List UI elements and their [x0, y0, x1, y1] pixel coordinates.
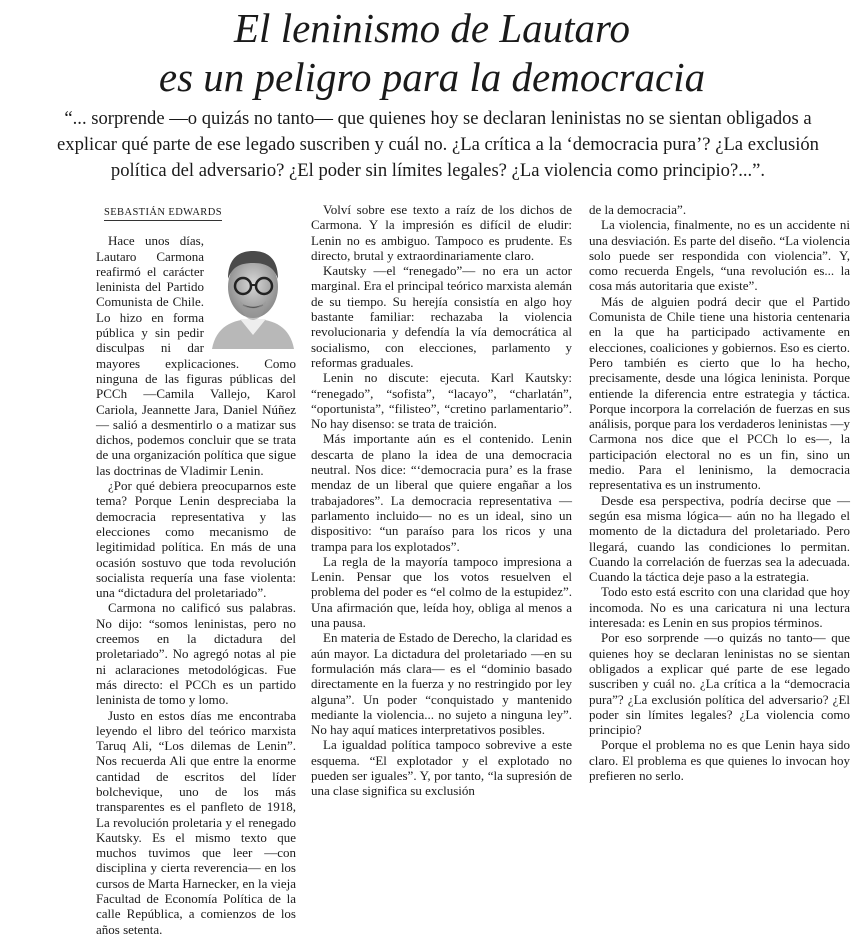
- paragraph: Por eso sorprende —o quizás no tanto— que quienes hoy se declaran leninistas no se sientan obligados a explicar qué parte de ese legado suscriben y cuál no. ¿La crítica a la “democracia pura”? ¿La exclusión política del adversario? ¿El poder sin límites legales? ¿La violencia como principio?: [589, 630, 850, 738]
- paragraph: La regla de la mayoría tampoco impresiona a Lenin. Pensar que los votos resuelven el problema del poder es “el colmo de la estupidez”. Una afirmación que, leída hoy, obliga al menos a una pausa.: [311, 553, 572, 631]
- paragraph: Más de alguien podrá decir que el Partido Comunista de Chile tiene una historia centenaria en la que ha participado activamente en elecciones, coaliciones y gobiernos. Eso es cierto. Pero también es cierto que lo ha hecho, precisamente, desde una lógica leninista. Porque entiende la diferencia entre estrategia y táctica. Porque incorpora la correlación de fuerzas en sus análisis, porque para los verdaderos leninistas —y Carmona nos dice que el PCCh lo es—, la participación electoral no es un fin, sino un medio. Para el leninismo, la democracia representativa es un instrumento.: [589, 293, 851, 493]
- paragraph: Todo esto está escrito con una claridad que hoy incomoda. No es una caricatura ni una lectura interesada: es Lenin en sus propios términos.: [589, 584, 850, 631]
- paragraph: Desde esa perspectiva, podría decirse que —según esa misma lógica— aún no ha llegado el momento de la dictadura del proletariado. Pero llegará, cuando las condiciones lo permitan. Cuando la correlación de fuerzas sea la adecuada. Cuando la táctica deje paso a la estrategia.: [589, 492, 850, 585]
- paragraph: de la democracia”.: [589, 202, 687, 217]
- paragraph: Carmona no calificó sus palabras. No dijo: “somos leninistas, pero no creemos en la dictadura del proletariado”. No agregó notas al pie ni aclaraciones metodológicas. Fue más directo: el PCCh es un partido leninista de tomo y lomo.: [96, 600, 296, 708]
- column-2: [311, 202, 572, 799]
- paragraph: Hace unos días, Lautaro Carmona reafirmó el carácter leninista del Partido Comunista de Chile. Lo hizo en forma pública y sin pedir disculpas ni dar mayores explicaciones. Como ninguna de las figuras públicas del PCCh —Camila Vallejo, Karol Cariola, Jeannette Jara, Daniel Núñez— salió a desmentirlo o a matizar sus dichos, podemos concluir que se trata de una organización política que sigue las doctrinas de Vladimir Lenin.: [96, 233, 296, 478]
- paragraph: Kautsky —el “renegado”— no era un actor marginal. Era el principal teórico marxista alemán de su tiempo. Su herejía consistía en algo hoy bastante familiar: rechazaba la violencia revolucionaria y defendía la vía democrática al socialismo, con elecciones, parlamento y reformas graduales.: [311, 263, 572, 370]
- column-1: [96, 203, 296, 937]
- paragraph: La violencia, finalmente, no es un accidente ni una desviación. Es parte del diseño. “La violencia solo puede ser respondida con violencia”. Y, como recuerda Engels, “una revolución es... la cosa más autoritaria que existe”.: [589, 217, 850, 294]
- byline: SEBASTIÁN EDWARDS: [104, 205, 222, 221]
- headline-line-1: El leninismo de Lautaro: [234, 5, 630, 51]
- paragraph: En materia de Estado de Derecho, la claridad es aún mayor. La dictadura del proletariado —en su formulación más clara— es el “dominio basado directamente en la fuerza y no restringido por ley alguna”. Un poder “conquistado y mantenido mediante la violencia... no sujeto a ninguna ley”. No hay aquí matices interpretativos posibles.: [311, 630, 572, 738]
- headline-line-2: es un peligro para la democracia: [158, 54, 706, 100]
- paragraph: Justo en estos días me encontraba leyendo el libro del teórico marxista Taruq Ali, “Los dilemas de Lenin”. Nos recuerda Ali que entre la enorme cantidad de escritos del líder bolchevique, uno de los más transparentes es el panfleto de 1918, La revolución proletaria y el renegado Kautsky. Es el mismo texto que muchos tuvimos que leer —con disciplina y cierta reverencia— en los cursos de Marta Harnecker, en la vieja Facultad de Economía Política de la calle República, a comienzos de los años setenta.: [96, 707, 296, 937]
- pull-quote: “... sorprende —o quizás no tanto— que quienes hoy se declaran leninistas no se sientan obligados a explicar qué parte de ese legado suscriben y cuál no. ¿La crítica a la ‘democracia pura’? ¿La exclusión política del adversario? ¿El poder sin límites legales? ¿La violencia como principio?...”.: [57, 108, 819, 181]
- paragraph: Volví sobre ese texto a raíz de los dichos de Carmona. Y la impresión es difícil de eludir: Lenin no es ambiguo. Tampoco es prudente. Es directo, brutal y extraordinariamente claro.: [311, 202, 572, 263]
- paragraph: Más importante aún es el contenido. Lenin descarta de plano la idea de una democracia neutral. Nos dice: “‘democracia pura’ es la frase mendaz de un liberal que quiere engañar a los trabajadores”. La democracia representativa —parlamento incluido— no es un ideal, sino un dispositivo: “un paraíso para los ricos y una trampa para los explotados”.: [311, 431, 572, 554]
- paragraph: Porque el problema no es que Lenin haya sido claro. El problema es que quienes lo invocan hoy prefieren no serlo.: [589, 737, 850, 783]
- author-photo: [210, 235, 296, 349]
- paragraph: La igualdad política tampoco sobrevive a este esquema. “El explotador y el explotado no pueden ser iguales”. Y, por tanto, “la supresión de una clase significa su exclusión: [311, 737, 572, 799]
- paragraph: Lenin no discute: ejecuta. Karl Kautsky: “renegado”, “sofista”, “lacayo”, “charlatán”, “oportunista”, “filisteo”, “cretino parlamentario”. No hay disenso: se trata de traición.: [311, 370, 572, 432]
- column-3: [589, 202, 850, 783]
- paragraph: ¿Por qué debiera preocuparnos este tema? Porque Lenin despreciaba la democracia representativa y las elecciones como mecanismo de legitimidad política. En más de una ocasión sostuvo que toda revolución socialista requería una fase violenta: una “dictadura del proletariado”.: [96, 478, 296, 601]
- headline: [0, 4, 864, 102]
